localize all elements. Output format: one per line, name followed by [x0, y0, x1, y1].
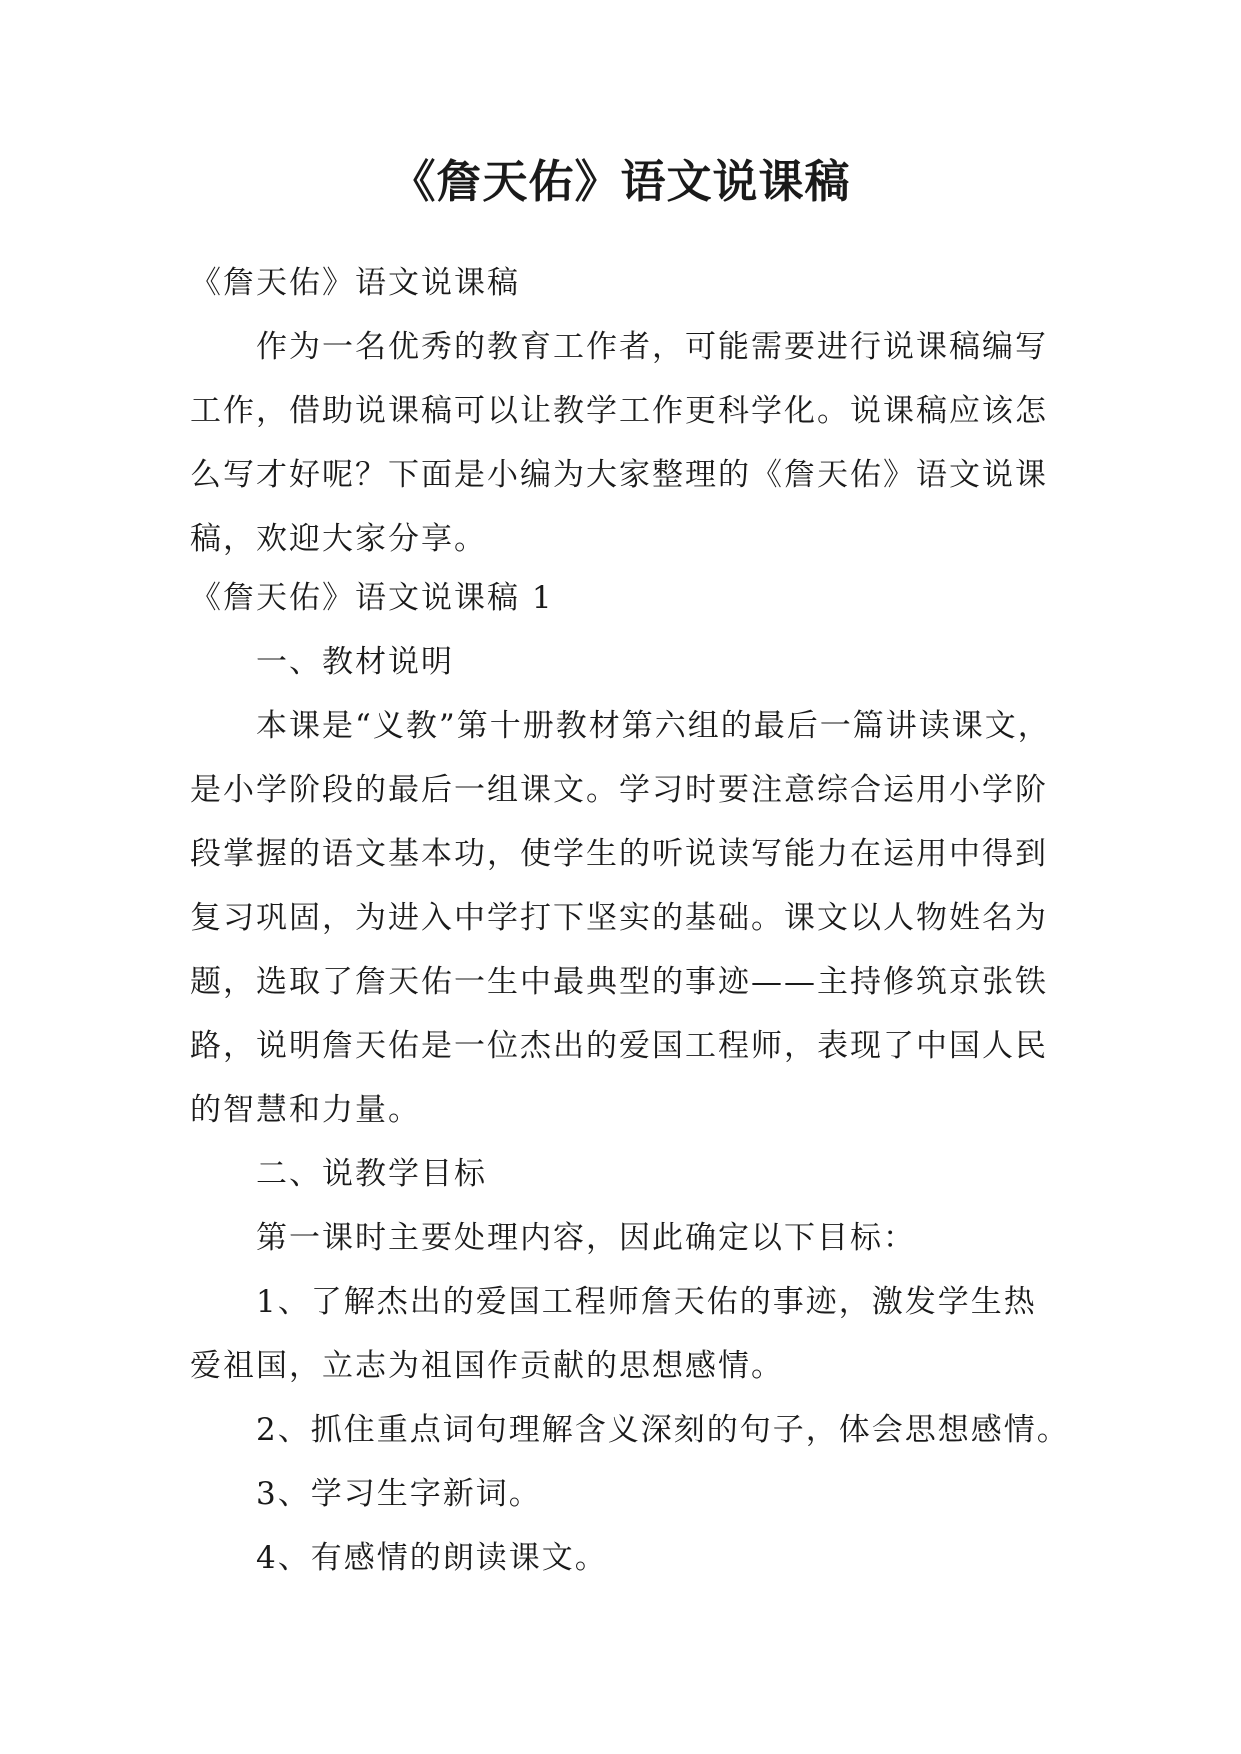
part-1-heading: 一、教材说明: [256, 644, 454, 680]
goal-4: 4、有感情的朗读课文。: [256, 1540, 608, 1576]
part-2-heading: 二、说教学目标: [256, 1156, 487, 1192]
intro-paragraph-line: 稿，欢迎大家分享。: [190, 521, 487, 557]
intro-section: [190, 251, 1070, 571]
part-1-line: 路，说明詹天佑是一位杰出的爱国工程师，表现了中国人民: [190, 1028, 1048, 1064]
goal-1-line: 1、了解杰出的爱国工程师詹天佑的事迹，激发学生热: [256, 1284, 1037, 1320]
goal-1-line: 爱祖国，立志为祖国作贡献的思想感情。: [190, 1348, 784, 1384]
part-1-line: 的智慧和力量。: [190, 1092, 421, 1128]
part-1-line: 是小学阶段的最后一组课文。学习时要注意综合运用小学阶: [190, 772, 1048, 808]
part-1-line: 题，选取了詹天佑一生中最典型的事迹——主持修筑京张铁: [190, 964, 1048, 1000]
document-title: 《詹天佑》语文说课稿: [390, 155, 851, 208]
part-2-lead: 第一课时主要处理内容，因此确定以下目标：: [256, 1220, 916, 1256]
part-1-line: 复习巩固，为进入中学打下坚实的基础。课文以人物姓名为: [190, 900, 1048, 936]
intro-paragraph-line: 作为一名优秀的教育工作者，可能需要进行说课稿编写: [256, 329, 1048, 365]
intro-subtitle: 《詹天佑》语文说课稿: [190, 265, 520, 301]
section-1-heading: 《詹天佑》语文说课稿 1: [190, 580, 554, 616]
intro-paragraph-line: 工作，借助说课稿可以让教学工作更科学化。说课稿应该怎: [190, 393, 1048, 429]
section-1: [190, 566, 1070, 1590]
goal-2: 2、抓住重点词句理解含义深刻的句子，体会思想感情。: [256, 1412, 1070, 1448]
goal-3: 3、学习生字新词。: [256, 1476, 542, 1512]
part-1-line: 本课是“义教”第十册教材第六组的最后一篇讲读课文，: [256, 708, 1051, 744]
intro-paragraph-line: 么写才好呢？下面是小编为大家整理的《詹天佑》语文说课: [190, 457, 1048, 493]
part-1-line: 段掌握的语文基本功，使学生的听说读写能力在运用中得到: [190, 836, 1048, 872]
